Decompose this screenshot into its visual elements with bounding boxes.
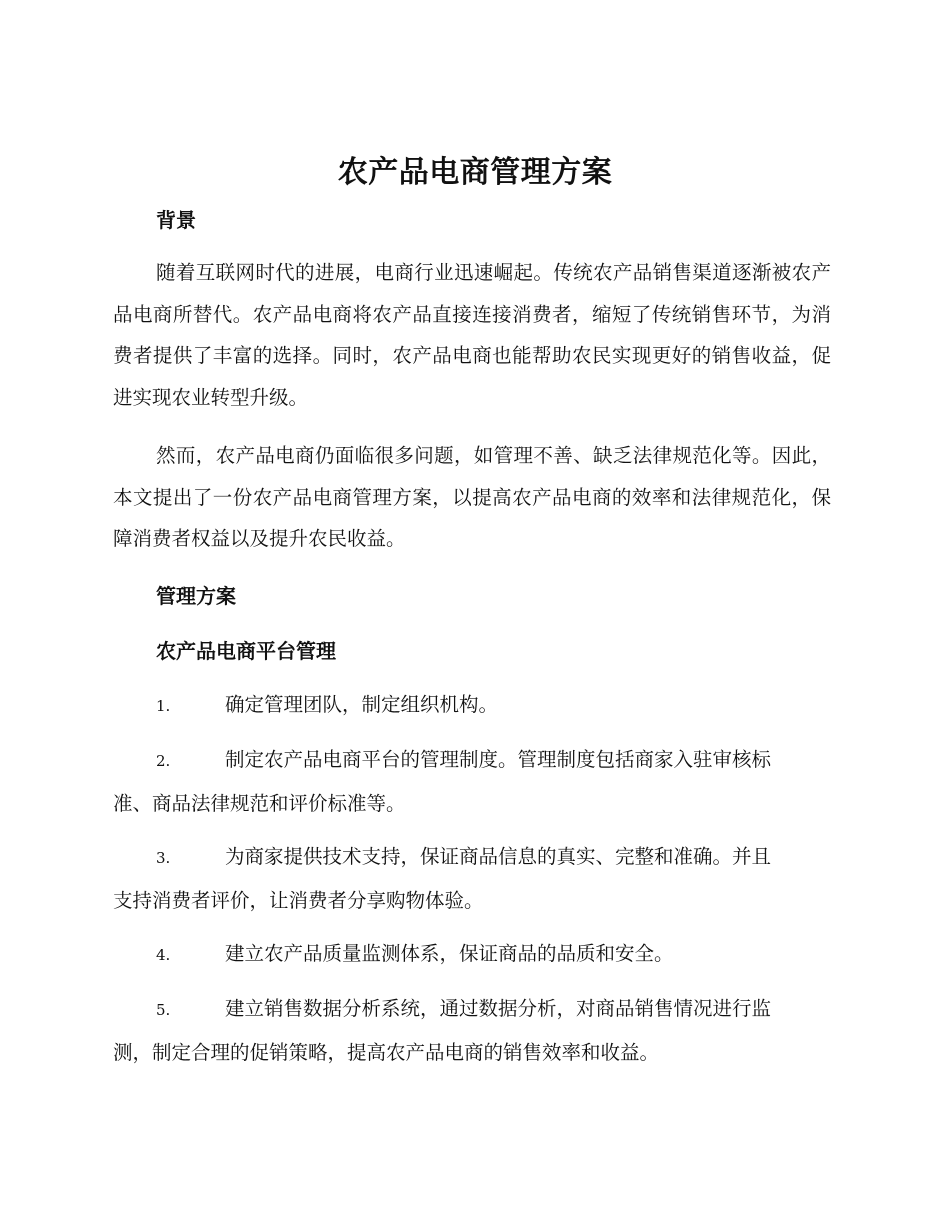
list-item-text: 制定农产品电商平台的管理制度。管理制度包括商家入驻审核标: [225, 748, 772, 771]
list-item-number: 1.: [156, 697, 171, 715]
document-title: 农产品电商管理方案: [337, 155, 613, 190]
list-item: [113, 933, 831, 977]
list-item-text: 确定管理团队，制定组织机构。: [225, 693, 499, 716]
list-item-number: 5.: [156, 1001, 171, 1019]
background-paragraph-2: 然而，农产品电商仍面临很多问题，如管理不善、缺乏法律规范化等。因此，本文提出了一份农产品电商管理方案，以提高农产品电商的效率和法律规范化，保障消费者权益以及提升农民收益。: [113, 444, 831, 550]
list-item-continuation: 准、商品法律规范和评价标准等。: [113, 791, 406, 815]
list-item: [113, 684, 831, 728]
list-item: [113, 988, 831, 1073]
section-heading-plan: 管理方案: [156, 584, 236, 608]
list-item-text: 建立销售数据分析系统，通过数据分析，对商品销售情况进行监: [225, 997, 772, 1020]
list-item-text: 为商家提供技术支持，保证商品信息的真实、完整和准确。并且: [225, 845, 772, 868]
list-item: [113, 836, 831, 921]
list-item-text: 建立农产品质量监测体系，保证商品的品质和安全。: [225, 942, 674, 965]
section-heading-background: 背景: [156, 208, 196, 232]
list-item-continuation: 测，制定合理的促销策略，提高农产品电商的销售效率和收益。: [113, 1040, 660, 1064]
list-item-number: 2.: [156, 752, 171, 770]
subsection-heading-platform: 农产品电商平台管理: [156, 639, 336, 663]
list-item-continuation: 支持消费者评价，让消费者分享购物体验。: [113, 888, 484, 912]
background-paragraph-1: 随着互联网时代的进展，电商行业迅速崛起。传统农产品销售渠道逐渐被农产品电商所替代。农产品电商将农产品直接连接消费者，缩短了传统销售环节，为消费者提供了丰富的选择。同时，农产品电商也能帮助农民实现更好的销售收益，促进实现农业转型升级。: [113, 261, 831, 409]
list-item-number: 3.: [156, 849, 171, 867]
list-item: [113, 739, 831, 824]
list-item-number: 4.: [156, 946, 171, 964]
